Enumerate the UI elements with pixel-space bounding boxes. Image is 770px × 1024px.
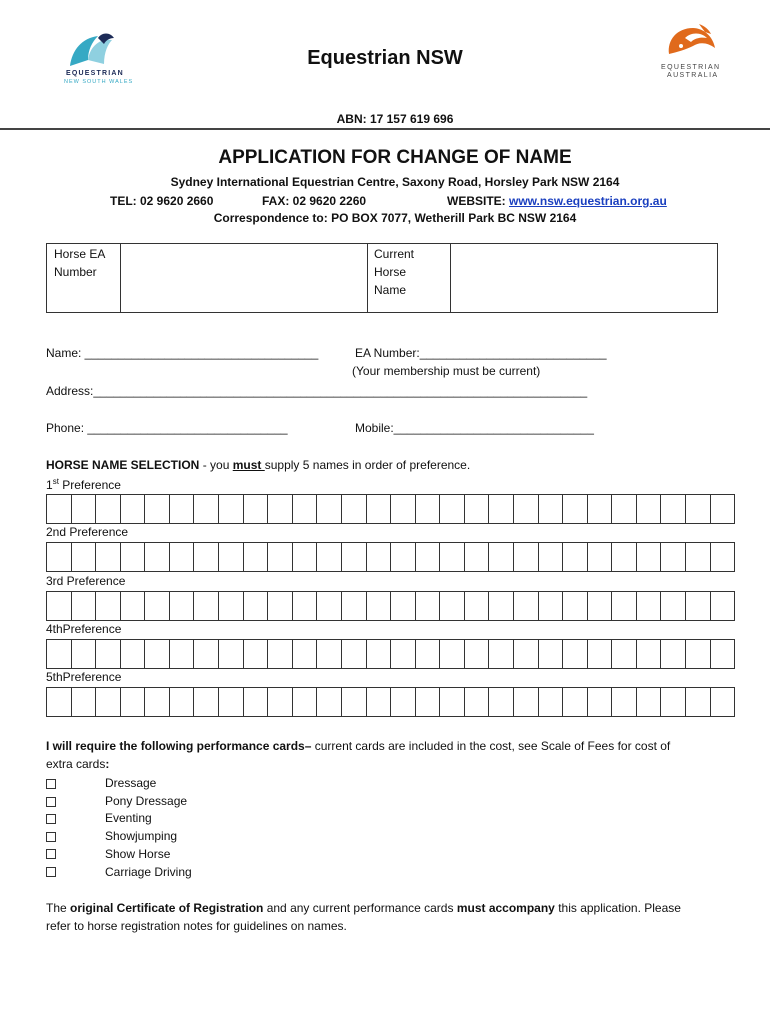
cards-heading-colon: :	[105, 757, 110, 771]
current-name-field[interactable]	[451, 244, 717, 312]
letter-box[interactable]	[661, 543, 686, 571]
letter-box[interactable]	[219, 543, 244, 571]
letter-box[interactable]	[563, 688, 588, 716]
pref1-text: Preference	[58, 478, 121, 492]
dressage-label: Dressage	[105, 776, 157, 790]
letter-box[interactable]	[268, 592, 293, 620]
letter-box[interactable]	[563, 543, 588, 571]
selection-heading	[46, 458, 470, 472]
phone-field[interactable]: Phone: ______________________________	[46, 421, 288, 435]
website	[447, 194, 667, 208]
letter-box[interactable]	[121, 543, 146, 571]
letter-box[interactable]	[170, 592, 195, 620]
letter-box[interactable]	[219, 688, 244, 716]
letter-box[interactable]	[367, 592, 392, 620]
current-label-line1: Current	[374, 247, 415, 261]
letter-box[interactable]	[686, 688, 711, 716]
letter-box[interactable]	[317, 688, 342, 716]
letter-box[interactable]	[637, 640, 662, 668]
letter-box[interactable]	[465, 543, 490, 571]
letter-box[interactable]	[342, 543, 367, 571]
letter-box[interactable]	[637, 495, 662, 523]
letter-box[interactable]	[539, 592, 564, 620]
letter-box[interactable]	[96, 688, 121, 716]
letter-box[interactable]	[465, 688, 490, 716]
letter-box[interactable]	[47, 688, 72, 716]
letter-box[interactable]	[96, 495, 121, 523]
show-horse-label: Show Horse	[105, 847, 171, 861]
letter-box[interactable]	[612, 592, 637, 620]
letter-box[interactable]	[465, 495, 490, 523]
letter-box[interactable]	[219, 592, 244, 620]
preference-3-boxes[interactable]	[46, 591, 735, 621]
eventing-label: Eventing	[105, 811, 152, 825]
letter-box[interactable]	[588, 640, 613, 668]
letter-box[interactable]	[416, 592, 441, 620]
letter-box[interactable]	[47, 640, 72, 668]
correspondence-address: Correspondence to: PO BOX 7077, Wetherill Park BC NSW 2164	[213, 211, 577, 225]
ea-number-label-cell	[47, 244, 121, 312]
membership-note: (Your membership must be current)	[352, 364, 541, 378]
letter-box[interactable]	[293, 640, 318, 668]
letter-box[interactable]	[489, 592, 514, 620]
pony-dressage-label: Pony Dressage	[105, 794, 188, 808]
website-link[interactable]: www.nsw.equestrian.org.au	[509, 194, 667, 208]
website-label: WEBSITE:	[447, 194, 509, 208]
preference-5-label: 5thPreference	[46, 670, 122, 684]
letter-box[interactable]	[416, 495, 441, 523]
org-title: Equestrian NSW	[307, 47, 463, 69]
letter-box[interactable]	[367, 640, 392, 668]
letter-box[interactable]	[121, 640, 146, 668]
letter-box[interactable]	[440, 495, 465, 523]
logo-left-line2: NEW SOUTH WALES	[64, 79, 134, 85]
fax: FAX: 02 9620 2260	[262, 194, 367, 208]
letter-box[interactable]	[367, 543, 392, 571]
letter-box[interactable]	[317, 543, 342, 571]
letter-box[interactable]	[268, 688, 293, 716]
address-field[interactable]: Address:__________________________________________________________________________	[46, 384, 588, 398]
mobile-field[interactable]: Mobile:______________________________	[355, 421, 594, 435]
letter-box[interactable]	[219, 495, 244, 523]
eventing-checkbox[interactable]	[46, 814, 56, 824]
letter-box[interactable]	[465, 640, 490, 668]
letter-box[interactable]	[244, 495, 269, 523]
letter-box[interactable]	[391, 592, 416, 620]
footer-p1: The	[46, 901, 71, 915]
letter-box[interactable]	[72, 688, 97, 716]
letter-box[interactable]	[194, 543, 219, 571]
letter-box[interactable]	[686, 592, 711, 620]
pref1-suffix: st	[52, 477, 59, 486]
letter-box[interactable]	[317, 640, 342, 668]
name-field[interactable]: Name: ___________________________________	[46, 346, 319, 360]
ea-number-field-line[interactable]: EA Number:____________________________	[355, 346, 607, 360]
letter-box[interactable]	[661, 640, 686, 668]
letter-box[interactable]	[539, 640, 564, 668]
letter-box[interactable]	[686, 640, 711, 668]
letter-box[interactable]	[342, 495, 367, 523]
letter-box[interactable]	[244, 543, 269, 571]
letter-box[interactable]	[342, 640, 367, 668]
letter-box[interactable]	[293, 543, 318, 571]
letter-box[interactable]	[489, 688, 514, 716]
letter-box[interactable]	[661, 688, 686, 716]
letter-box[interactable]	[391, 640, 416, 668]
letter-box[interactable]	[72, 640, 97, 668]
letter-box[interactable]	[121, 688, 146, 716]
letter-box[interactable]	[661, 592, 686, 620]
letter-box[interactable]	[293, 495, 318, 523]
letter-box[interactable]	[612, 640, 637, 668]
preference-2-label: 2nd Preference	[46, 525, 129, 539]
letter-box[interactable]	[72, 543, 97, 571]
preference-4-boxes[interactable]	[46, 639, 735, 669]
letter-box[interactable]	[440, 640, 465, 668]
letter-box[interactable]	[194, 640, 219, 668]
letter-box[interactable]	[612, 688, 637, 716]
letter-box[interactable]	[612, 495, 637, 523]
letter-box[interactable]	[96, 592, 121, 620]
letter-box[interactable]	[342, 688, 367, 716]
letter-box[interactable]	[317, 495, 342, 523]
preference-1-boxes[interactable]	[46, 494, 735, 524]
organisation-address: Sydney International Equestrian Centre, Saxony Road, Horsley Park NSW 2164	[170, 175, 620, 189]
letter-box[interactable]	[170, 495, 195, 523]
letter-box[interactable]	[489, 640, 514, 668]
cards-heading-rest: current cards are included in the cost, see Scale of Fees for cost of	[311, 739, 671, 753]
showjumping-checkbox[interactable]	[46, 832, 56, 842]
letter-box[interactable]	[440, 592, 465, 620]
letter-box[interactable]	[588, 688, 613, 716]
letter-box[interactable]	[514, 688, 539, 716]
letter-box[interactable]	[194, 592, 219, 620]
letter-box[interactable]	[342, 592, 367, 620]
letter-box[interactable]	[514, 640, 539, 668]
letter-box[interactable]	[612, 543, 637, 571]
letter-box[interactable]	[244, 592, 269, 620]
footer-p3: and any current performance cards	[263, 901, 457, 915]
letter-box[interactable]	[539, 543, 564, 571]
footer-p5: this application. Please	[554, 901, 681, 915]
footer-line2: refer to horse registration notes for guidelines on names.	[46, 919, 347, 933]
letter-box[interactable]	[268, 640, 293, 668]
show-horse-checkbox[interactable]	[46, 849, 56, 859]
header-divider	[0, 128, 770, 130]
letter-box[interactable]	[194, 495, 219, 523]
preference-2-boxes[interactable]	[46, 542, 735, 572]
cards-heading	[46, 737, 726, 773]
letter-box[interactable]	[539, 688, 564, 716]
ea-label-line2: Number	[54, 265, 97, 279]
letter-box[interactable]	[268, 543, 293, 571]
letter-box[interactable]	[293, 688, 318, 716]
letter-box[interactable]	[317, 592, 342, 620]
footer-note	[46, 899, 726, 935]
letter-box[interactable]	[244, 640, 269, 668]
letter-box[interactable]	[145, 495, 170, 523]
logo-right-line1: EQUESTRIAN	[661, 64, 721, 71]
horse-details-table	[46, 243, 718, 313]
logo-left-line1: EQUESTRIAN	[66, 70, 124, 77]
letter-box[interactable]	[440, 543, 465, 571]
letter-box[interactable]	[293, 592, 318, 620]
letter-box[interactable]	[268, 495, 293, 523]
letter-box[interactable]	[588, 495, 613, 523]
letter-box[interactable]	[489, 543, 514, 571]
letter-box[interactable]	[170, 543, 195, 571]
footer-certificate: original Certificate of Registration	[70, 901, 264, 915]
letter-box[interactable]	[661, 495, 686, 523]
letter-box[interactable]	[686, 495, 711, 523]
letter-box[interactable]	[72, 592, 97, 620]
letter-box[interactable]	[96, 640, 121, 668]
selection-heading-must: must	[232, 458, 265, 472]
letter-box[interactable]	[637, 543, 662, 571]
logo-right-line2: AUSTRALIA	[667, 72, 719, 79]
letter-box[interactable]	[440, 688, 465, 716]
letter-box[interactable]	[711, 495, 735, 523]
letter-box[interactable]	[47, 495, 72, 523]
abn: ABN: 17 157 619 696	[336, 112, 454, 126]
footer-must-accompany: must accompany	[456, 901, 555, 915]
current-name-label-cell	[368, 244, 451, 312]
letter-box[interactable]	[194, 688, 219, 716]
letter-box[interactable]	[588, 592, 613, 620]
selection-heading-bold: HORSE NAME SELECTION	[46, 458, 200, 472]
selection-heading-pre: - you	[199, 458, 233, 472]
letter-box[interactable]	[391, 495, 416, 523]
letter-box[interactable]	[711, 543, 735, 571]
preference-5-boxes[interactable]	[46, 687, 735, 717]
letter-box[interactable]	[539, 495, 564, 523]
pref1-number: 1	[46, 478, 53, 492]
letter-box[interactable]	[711, 688, 735, 716]
letter-box[interactable]	[465, 592, 490, 620]
preference-3-label: 3rd Preference	[46, 574, 126, 588]
letter-box[interactable]	[367, 688, 392, 716]
letter-box[interactable]	[416, 640, 441, 668]
letter-box[interactable]	[72, 495, 97, 523]
pony-dressage-checkbox[interactable]	[46, 797, 56, 807]
letter-box[interactable]	[416, 688, 441, 716]
preference-4-label: 4thPreference	[46, 622, 122, 636]
letter-box[interactable]	[637, 688, 662, 716]
cards-heading-bold: I will require the following performance cards–	[46, 739, 312, 753]
carriage-driving-label: Carriage Driving	[105, 865, 192, 879]
letter-box[interactable]	[588, 543, 613, 571]
ea-number-field[interactable]	[121, 244, 368, 312]
letter-box[interactable]	[367, 495, 392, 523]
letter-box[interactable]	[416, 543, 441, 571]
letter-box[interactable]	[47, 543, 72, 571]
current-label-line3: Name	[374, 283, 407, 297]
letter-box[interactable]	[711, 640, 735, 668]
form-title: APPLICATION FOR CHANGE OF NAME	[218, 147, 572, 168]
letter-box[interactable]	[219, 640, 244, 668]
selection-heading-post: supply 5 names in order of preference.	[264, 458, 471, 472]
current-label-line2: Horse	[374, 265, 407, 279]
letter-box[interactable]	[170, 688, 195, 716]
letter-box[interactable]	[711, 592, 735, 620]
letter-box[interactable]	[145, 592, 170, 620]
letter-box[interactable]	[489, 495, 514, 523]
letter-box[interactable]	[391, 688, 416, 716]
preference-1-label	[46, 477, 121, 492]
letter-box[interactable]	[686, 543, 711, 571]
cards-heading-line2: extra cards	[46, 757, 106, 771]
letter-box[interactable]	[244, 688, 269, 716]
ea-label-line1: Horse EA	[54, 247, 106, 261]
telephone: TEL: 02 9620 2660	[110, 194, 214, 208]
letter-box[interactable]	[514, 495, 539, 523]
letter-box[interactable]	[170, 640, 195, 668]
letter-box[interactable]	[514, 592, 539, 620]
letter-box[interactable]	[145, 688, 170, 716]
showjumping-label: Showjumping	[105, 829, 178, 843]
letter-box[interactable]	[121, 592, 146, 620]
letter-box[interactable]	[563, 640, 588, 668]
letter-box[interactable]	[391, 543, 416, 571]
letter-box[interactable]	[637, 592, 662, 620]
letter-box[interactable]	[563, 495, 588, 523]
letter-box[interactable]	[514, 543, 539, 571]
letter-box[interactable]	[47, 592, 72, 620]
letter-box[interactable]	[96, 543, 121, 571]
letter-box[interactable]	[145, 543, 170, 571]
dressage-checkbox[interactable]	[46, 779, 56, 789]
letter-box[interactable]	[563, 592, 588, 620]
letter-box[interactable]	[145, 640, 170, 668]
letter-box[interactable]	[121, 495, 146, 523]
carriage-driving-checkbox[interactable]	[46, 867, 56, 877]
